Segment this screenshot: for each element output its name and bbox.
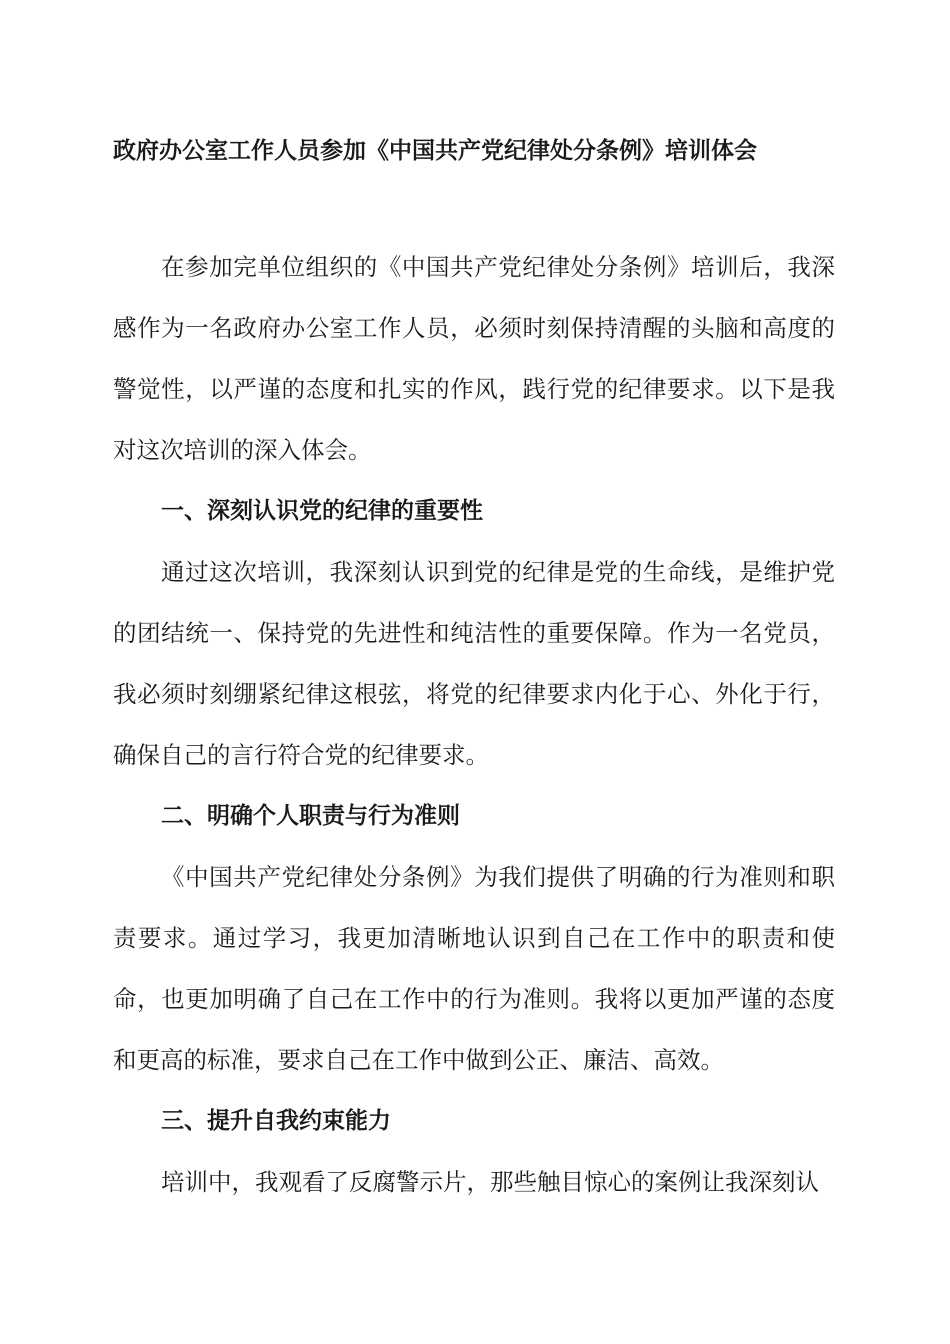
- document-body: [113, 237, 835, 1213]
- section-heading-1: 一、深刻认识党的纪律的重要性: [161, 498, 483, 524]
- section-paragraph-3: 培训中，我观看了反腐警示片，那些触目惊心的案例让我深刻认: [161, 1168, 819, 1196]
- section-heading-3: 三、提升自我约束能力: [161, 1108, 391, 1134]
- section-paragraph-2: 《中国共产党纪律处分条例》为我们提供了明确的行为准则和职责要求。通过学习，我更加清晰地认识到自己在工作中的职责和使命，也更加明确了自己在工作中的行为准则。我将以更加严谨的态度和更高的标准，要求自己在工作中做到公正、廉洁、高效。: [113, 863, 835, 1074]
- section-paragraph-1: 通过这次培训，我深刻认识到党的纪律是党的生命线，是维护党的团结统一、保持党的先进性和纯洁性的重要保障。作为一名党员，我必须时刻绷紧纪律这根弦，将党的纪律要求内化于心、外化于行，确保自己的言行符合党的纪律要求。: [113, 558, 835, 769]
- document-title: 政府办公室工作人员参加《中国共产党纪律处分条例》培训体会: [113, 138, 757, 164]
- section-heading-2: 二、明确个人职责与行为准则: [161, 803, 460, 829]
- intro-paragraph: 在参加完单位组织的《中国共产党纪律处分条例》培训后，我深感作为一名政府办公室工作人员，必须时刻保持清醒的头脑和高度的警觉性，以严谨的态度和扎实的作风，践行党的纪律要求。以下是我对这次培训的深入体会。: [113, 253, 835, 464]
